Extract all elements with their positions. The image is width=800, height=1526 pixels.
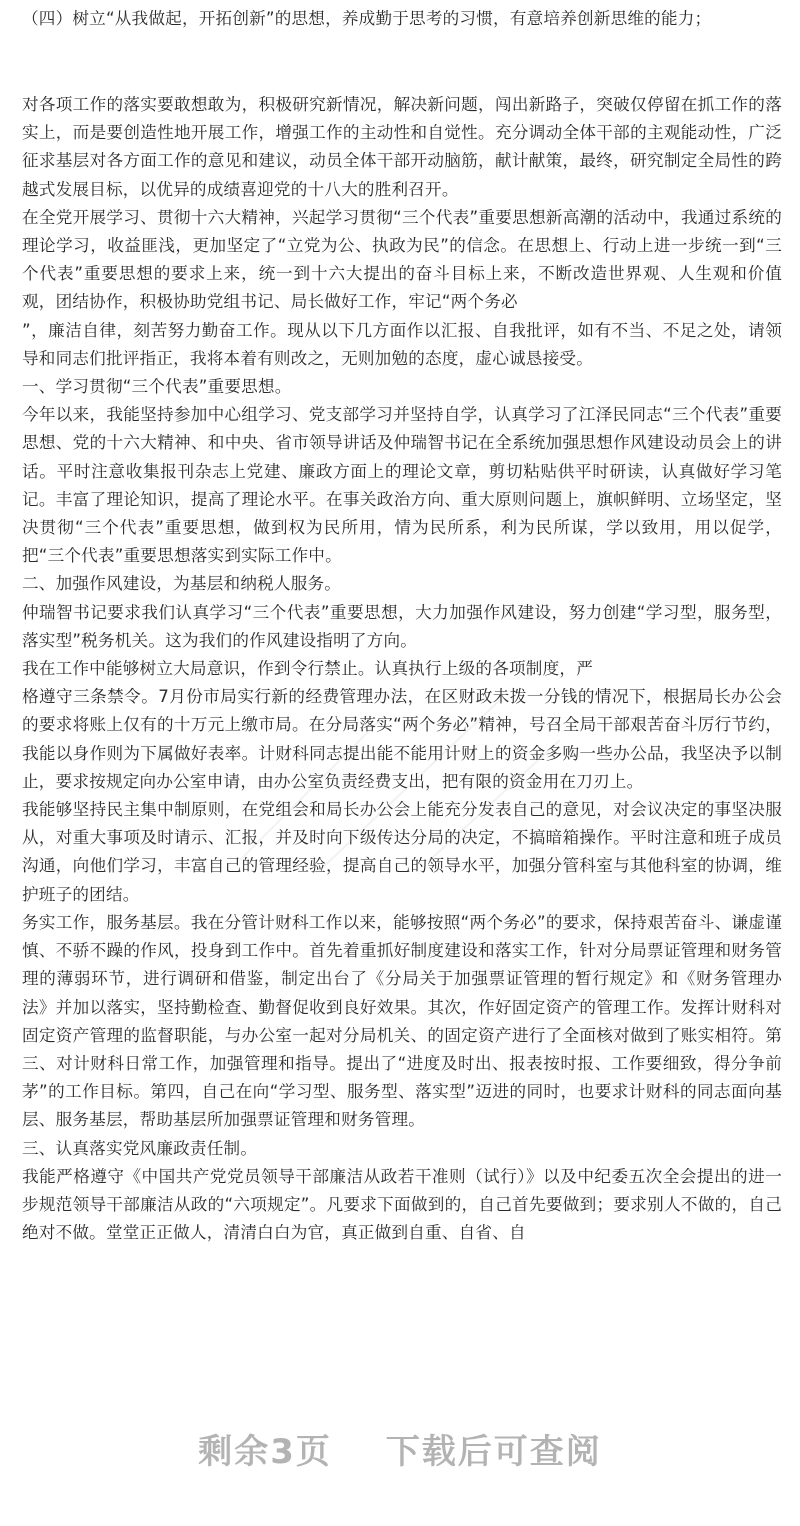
paragraph-intro: 对各项工作的落实要敢想敢为，积极研究新情况，解决新问题，闯出新路子，突破仅停留在抓工作的落实上，而是要创造性地开展工作，增强工作的主动性和自觉性。充分调动全体干部的主观能动性，广泛征求基层对各方面工作的意见和建议，动员全体干部开动脑筋，献计献策，最终，研究制定全局性的跨越式发展目标，以优异的成绩喜迎党的十八大的胜利召开。 [22, 95, 782, 199]
paragraph-democratic-centralism: 我能够坚持民主集中制原则，在党组会和局长办公会上能充分发表自己的意见，对会议决定的事坚决服从，对重大事项及时请示、汇报，并及时向下级传达分局的决定，不搞暗箱操作。平时注意和班子成员沟通，向他们学习，丰富自己的管理经验，提高自己的领导水平，加强分管科室与其他科室的协调，维护班子的团结。 [22, 800, 782, 904]
remaining-pages-label: 剩余3页 [198, 1432, 332, 1472]
document-top-line: （四）树立“从我做起，开拓创新”的思想，养成勤于思考的习惯，有意培养创新思维的能力； [22, 9, 712, 28]
download-footer [0, 1424, 800, 1473]
paragraph-self-criticism: ”，廉洁自律，刻苦努力勤奋工作。现从以下几方面作以汇报、自我批评，如有不当、不足之处，请领导和同志们批评指正，我将本着有则改之，无则加勉的态度，虚心诚恳接受。 [22, 320, 782, 368]
paragraph-study-details: 今年以来，我能坚持参加中心组学习、党支部学习并坚持自学，认真学习了江泽民同志“三个代表”重要思想、党的十六大精神、和中央、省市领导讲话及仲瑞智书记在全系统加强思想作风建设动员会上的讲话。平时注意收集报刊杂志上党建、廉政方面上的理论文章，剪切粘贴供平时研读，认真做好学习笔记。丰富了理论知识，提高了理论水平。在事关政治方向、重大原则问题上，旗帜鲜明、立场坚定，坚决贯彻“三个代表”重要思想，做到权为民所用，情为民所系，利为民所谋，学以致用，用以促学，把“三个代表”重要思想落实到实际工作中。 [22, 405, 782, 566]
document-body [22, 91, 782, 1247]
section-heading-1: 一、学习贯彻“三个代表”重要思想。 [22, 377, 292, 397]
paragraph-funds-management: 格遵守三条禁令。7月份市局实行新的经费管理办法，在区财政未拨一分钱的情况下，根据局长办公会的要求将账上仅有的十万元上缴市局。在分局落实“两个务必”精神，号召全局干部艰苦奋斗厉行节约，我能以身作则为下属做好表率。计财科同志提出能不能用计财上的资金多购一些办公品，我坚决予以制止，要求按规定向办公室申请，由办公室负责经费支出，把有限的资金用在刀刃上。 [22, 687, 782, 791]
paragraph-integrity-rules: 我能严格遵守《中国共产党党员领导干部廉洁从政若干准则（试行）》以及中纪委五次全会提出的进一步规范领导干部廉洁从政的“六项规定”。凡要求下面做到的，自己首先要做到；要求别人不做的，自己绝对不做。堂堂正正做人，清清白白为官，真正做到自重、自省、自 [22, 1166, 782, 1243]
section-heading-3: 三、认真落实党风廉政责任制。 [22, 1138, 258, 1158]
paragraph-overall-awareness: 我在工作中能够树立大局意识，作到令行禁止。认真执行上级的各项制度，严 [22, 659, 593, 679]
download-prompt-label[interactable]: 下载后可查阅 [385, 1432, 602, 1472]
paragraph-style-building: 仲瑞智书记要求我们认真学习“三个代表”重要思想，大力加强作风建设，努力创建“学习型，服务型，落实型”税务机关。这为我们的作风建设指明了方向。 [22, 602, 782, 650]
section-heading-2: 二、加强作风建设，为基层和纳税人服务。 [22, 574, 342, 594]
paragraph-practical-work: 务实工作，服务基层。我在分管计财科工作以来，能够按照“两个务必”的要求，保持艰苦奋斗、谦虚谨慎、不骄不躁的作风，投身到工作中。首先着重抓好制度建设和落实工作，针对分局票证管理和财务管理的薄弱环节，进行调研和借鉴，制定出台了《分局关于加强票证管理的暂行规定》和《财务管理办法》并加以落实，坚持勤检查、勤督促收到良好效果。其次，作好固定资产的管理工作。发挥计财科对固定资产管理的监督职能，与办公室一起对分局机关、的固定资产进行了全面核对做到了账实相符。第三、对计财科日常工作，加强管理和指导。提出了“进度及时出、报表按时报、工作要细致，得分争前茅”的工作目标。第四，自己在向“学习型、服务型、落实型”迈进的同时，也要求计财科的同志面向基层、服务基层，帮助基层所加强票证管理和财务管理。 [22, 912, 782, 1130]
paragraph-study-reflection: 在全党开展学习、贯彻十六大精神，兴起学习贯彻“三个代表”重要思想新高潮的活动中，我通过系统的理论学习，收益匪浅，更加坚定了“立党为公、执政为民”的信念。在思想上、行动上进一步统一到“三个代表”重要思想的要求上来，统一到十六大提出的奋斗目标上来，不断改造世界观、人生观和价值观，团结协作，积极协助党组书记、局长做好工作，牢记“两个务必 [22, 207, 782, 312]
